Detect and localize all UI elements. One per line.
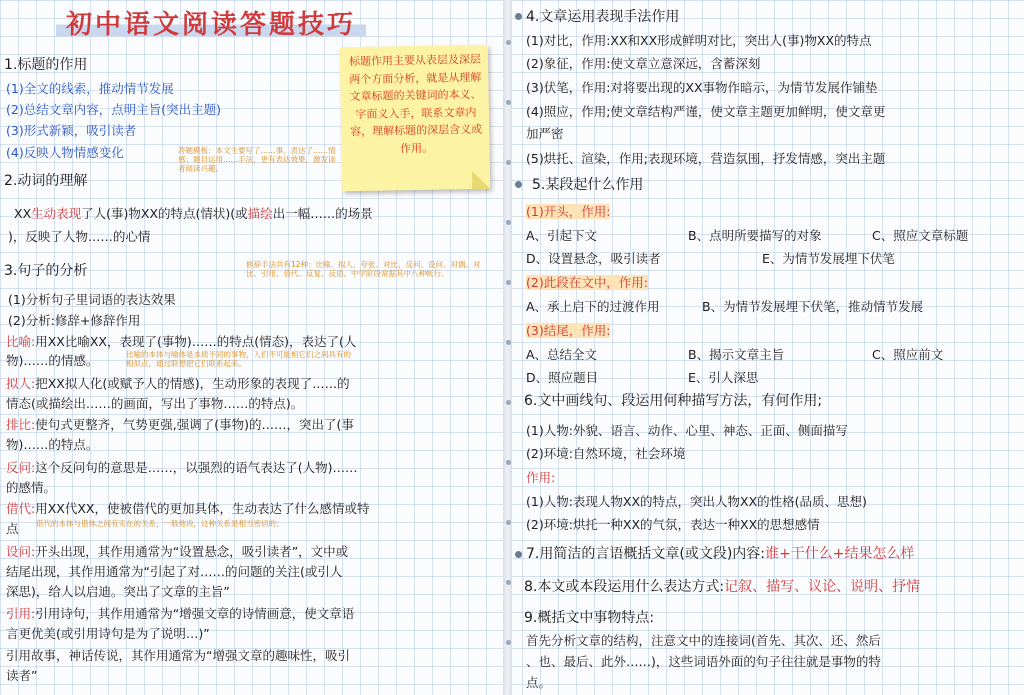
page-title: 初中语文阅读答题技巧: [56, 4, 366, 41]
self-question-line-3: 深思)，给人以启迪。突出了文章的主旨”: [6, 584, 230, 599]
personification-line-2: 情态(或描绘出……的画面，写出了事物……的特点)。: [6, 396, 304, 411]
spine-ring: [506, 400, 511, 405]
section-6-heading: 6.文中画线句、段运用何种描写方法，有何作用;: [524, 393, 823, 409]
spine-ring: [506, 160, 511, 165]
s2-line-1: XX生动表现了人(事)物XX的特点(情状)(或描绘出一幅……的场景: [14, 206, 373, 221]
spine-ring: [506, 40, 511, 45]
s5-opening-e: E、为情节发展埋下伏笔: [762, 251, 895, 266]
sticky-note: [340, 45, 490, 192]
metonymy-note: 借代的本体与借体之间有实在的关系，一般地说，这种关系是相当密切的；: [36, 519, 284, 528]
spine-ring: [506, 520, 511, 525]
sticky-note-fold: [472, 171, 490, 189]
citation-line-3: 引用故事，神话传说，其作用通常为“增强文章的趣味性，吸引: [6, 648, 350, 663]
spine-ring: [506, 580, 511, 585]
parallelism-line-1: 排比:使句式更整齐，气势更强,强调了(事物)的……，突出了(事: [6, 417, 354, 432]
s3-line-a: (1)分析句子里词语的表达效果: [8, 292, 176, 307]
s5-opening-b: B、点明所要描写的对象: [688, 228, 822, 243]
s3-rhetoric-note: 修辞手法共有12种：比喻、拟人、夸张、对比、反问、设问、对偶、对比、引用、借代、反复、反语。中学阶段常据其中八种帐行。: [246, 260, 481, 278]
section-3-heading: 3.句子的分析: [4, 263, 88, 279]
s5-middle-a: A、承上启下的过渡作用: [526, 299, 660, 314]
s3-line-b: (2)分析:修辞+修辞作用: [8, 313, 141, 328]
s1-template-note: 答题模板：本文主要写了……事，表达了……情感；题目运用……手法，更有表达效果，激发读者阅读兴趣。: [178, 146, 336, 173]
s5-opening-c: C、照应文章标题: [872, 228, 969, 243]
section-1-heading: 1.标题的作用: [4, 57, 88, 73]
s6-person: (1)人物:外貌、语言、动作、心里、神态、正面、侧面描写: [526, 423, 848, 438]
spine-ring: [506, 280, 511, 285]
s4-row-3: (3)伏笔，作用:对将要出现的XX事物作暗示，为情节发展作铺垫: [526, 80, 878, 95]
s5-ending-e: E、引人深思: [688, 370, 759, 385]
parallelism-line-2: 物)……的特点。: [6, 437, 99, 452]
s9-line-3: 点。: [526, 675, 552, 690]
s5-middle-heading: (2)此段在文中，作用:: [526, 275, 648, 290]
section-7-heading: 7.用简洁的言语概括文章(或文段)内容:谁+干什么+结果怎么样: [526, 546, 915, 562]
spine-ring: [506, 640, 511, 645]
right-page: [512, 0, 1024, 695]
citation-line-4: 读者”: [6, 668, 38, 683]
s4-row-5: (5)烘托、渲染，作用;表现环境，营造氛围，抒发情感，突出主题: [526, 151, 886, 166]
sticky-note-text: 标题作用主要从表层及深层两个方面分析，就是从理解文章标题的关键词的本义、字面义入手，联系文章内容，理解标题的深层含义或作用。: [348, 52, 483, 155]
metaphor-line-2: 物)……的情感。: [6, 353, 99, 368]
s5-ending-b: B、揭示文章主旨: [688, 347, 785, 362]
section-5-bullet: [515, 181, 522, 188]
self-question-line-1: 设问:开头出现，其作用通常为“设置悬念，吸引读者”，文中或: [6, 544, 349, 559]
s1-item-3: (3)形式新颖，吸引读者: [6, 123, 137, 138]
s9-line-2: 、也、最后、此外……)，这些词语外面的句子往往就是事物的特: [526, 654, 881, 669]
s5-ending-a: A、总结全文: [526, 347, 598, 362]
s4-row-1: (1)对比，作用:XX和XX形成鲜明对比，突出人(事)物XX的特点: [526, 33, 872, 48]
s1-item-4: (4)反映人物情感变化: [6, 145, 124, 160]
s5-ending-c: C、照应前文: [872, 347, 944, 362]
section-4-heading: 4.文章运用表现手法作用: [526, 9, 680, 25]
s6-use-person: (1)人物:表现人物XX的特点，突出人物XX的性格(品质、思想): [526, 494, 867, 509]
s1-item-1: (1)全文的线索，推动情节发展: [6, 81, 174, 96]
section-4-bullet: [515, 13, 522, 20]
s6-use-environment: (2)环境:烘托一种XX的气氛，表达一种XX的思想感情: [526, 517, 820, 532]
s9-line-1: 首先分析文章的结构，注意文中的连接词(首先、其次、还、然后: [526, 633, 881, 648]
spine-ring: [506, 460, 511, 465]
citation-line-1: 引用:引用诗句，其作用通常为“增强文章的诗情画意，使文章语: [6, 606, 355, 621]
section-5-heading: 5.某段起什么作用: [532, 177, 644, 193]
spine-ring: [506, 340, 511, 345]
metonymy-line-1: 借代:用XX代XX，使被借代的更加具体，生动表达了什么感情或特: [6, 501, 370, 516]
section-8-heading: 8.本文或本段运用什么表达方式:记叙、描写、议论、说明、抒情: [524, 579, 921, 595]
s5-opening-d: D、设置悬念，吸引读者: [526, 251, 661, 266]
metonymy-line-2: 点: [6, 521, 19, 536]
s6-use-label: 作用:: [526, 470, 556, 485]
self-question-line-2: 结尾出现，其作用通常为“引起了对……的问题的关注(或引人: [6, 564, 343, 579]
s2-line-2: )，反映了人物……的心情: [8, 229, 151, 244]
s6-environment: (2)环境:自然环境，社会环境: [526, 446, 686, 461]
spine-ring: [506, 100, 511, 105]
left-page: [0, 0, 503, 695]
section-7-bullet: [515, 551, 522, 558]
personification-line-1: 拟人:把XX拟人化(或赋予人的情感)，生动形象的表现了……的: [6, 376, 350, 391]
spine-ring: [506, 220, 511, 225]
s5-opening-heading: (1)开头，作用:: [526, 204, 611, 219]
section-9-heading: 9.概括文中事物特点:: [524, 610, 655, 626]
citation-line-2: 言更优美(或引用诗句是为了说明…)”: [6, 626, 210, 641]
s4-row-2: (2)象征，作用:使文章立意深远，含蓄深刻: [526, 56, 761, 71]
rhetorical-q-line-2: 的感情。: [6, 480, 57, 495]
s5-opening-a: A、引起下文: [526, 228, 598, 243]
metaphor-line-1: 比喻:用XX比喻XX，表现了(事物)……的特点(情态)，表达了(人: [6, 334, 357, 349]
s5-ending-heading: (3)结尾，作用:: [526, 323, 611, 338]
section-2-heading: 2.动词的理解: [4, 173, 88, 189]
metaphor-note: 比喻的本体与喻体是本质不同的事物，人们不可能相它们之间具有的相似点，通过联想把它们联系起来。: [126, 350, 351, 368]
s4-row-4b: 加严密: [526, 126, 564, 141]
s4-row-4: (4)照应，作用;使文章结构严谨，使文章主题更加鲜明，使文章更: [526, 104, 886, 119]
rhetorical-q-line-1: 反问:这个反问句的意思是……，以强烈的语气表达了(人物)……: [6, 460, 358, 475]
s1-item-2: (2)总结文章内容，点明主旨(突出主题): [6, 102, 221, 117]
s5-middle-b: B、为情节发展埋下伏笔，推动情节发展: [702, 299, 924, 314]
s5-ending-d: D、照应题目: [526, 370, 599, 385]
